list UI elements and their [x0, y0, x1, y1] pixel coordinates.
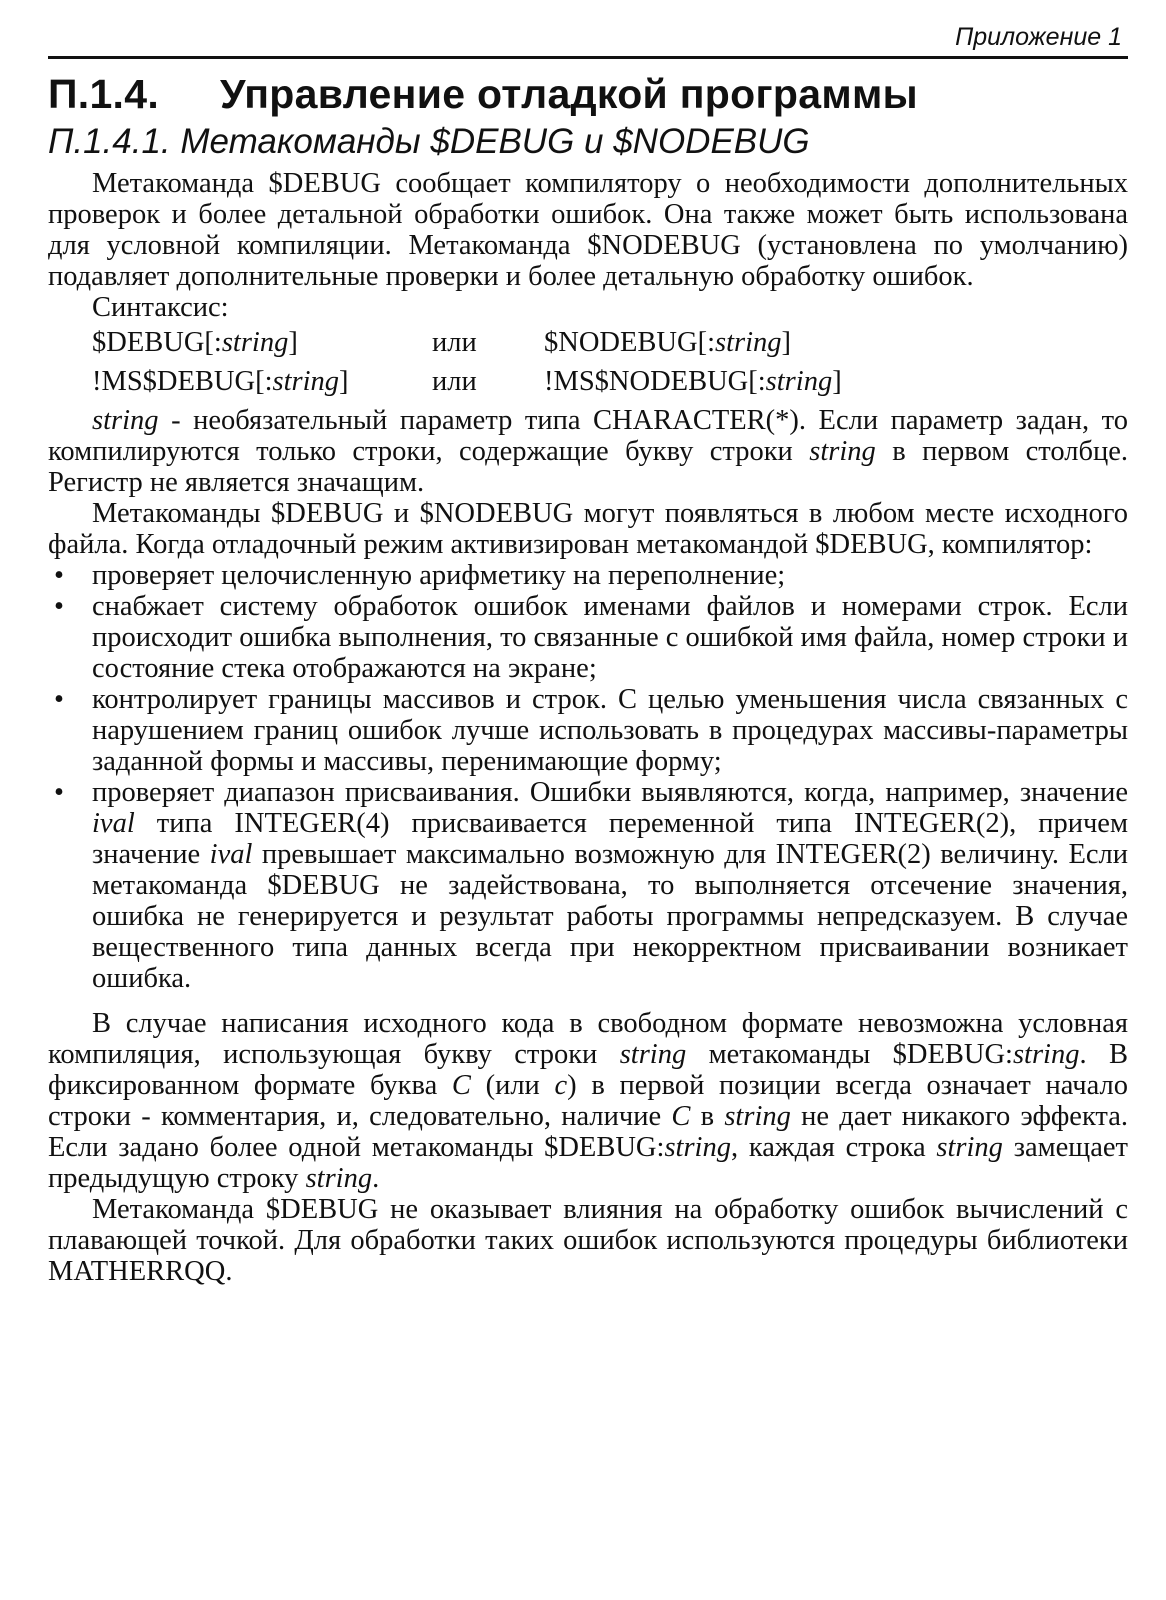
bullet-icon: •: [54, 560, 64, 591]
syntax-row: [92, 366, 1128, 397]
syntax-label: Синтаксис:: [92, 292, 229, 323]
paragraph-floating-point: Метакоманда $DEBUG не оказывает влияния на обработку ошибок вычислений с плавающей точкой. Для обработки таких ошибок используются процедуры библиотеки MATHERRQQ.: [48, 1194, 1128, 1287]
paragraph-placement: Метакоманды $DEBUG и $NODEBUG могут появляться в любом месте исходного файла. Когда отладочный режим активизирован метакомандой $DEBUG, компилятор:: [48, 498, 1128, 560]
subsection-heading: П.1.4.1. Метакоманды $DEBUG и $NODEBUG: [48, 122, 810, 161]
paragraph-free-format: В случае написания исходного кода в свободном формате невозможна условная компиляция, использующая букву строки string метакоманды $DEBUG:string. В фиксированном формате буква C (или c) в первой позиции всегда означает начало строки - комментария, и, следовательно, наличие C в string не дает никакого эффекта. Если задано более одной метакоманды $DEBUG:string, каждая строка string замещает предыдущую строку string.: [48, 1008, 1129, 1194]
syntax-or: или: [432, 327, 477, 358]
bullet-icon: •: [54, 684, 64, 715]
list-item: • контролирует границы массивов и строк. С целью уменьшения числа связанных с нарушением границ ошибок лучше использовать в процедурах массивы-параметры заданной формы и массивы, перенимающие форму;: [54, 684, 1128, 777]
paragraph-string-param: string - необязательный параметр типа CHARACTER(*). Если параметр задан, то компилируются только строки, содержащие букву строки string в первом столбце. Регистр не является значащим.: [48, 405, 1129, 498]
list-item: • проверяет целочисленную арифметику на переполнение;: [54, 560, 786, 591]
running-head: Приложение 1: [955, 23, 1122, 51]
syntax-or: или: [432, 366, 477, 397]
syntax-nodebug: $NODEBUG[:string]: [544, 327, 792, 358]
paragraph-intro: Метакоманда $DEBUG сообщает компилятору о необходимости дополнительных проверок и более детальной обработки ошибок. Она также может быть использована для условной компиляции. Метакоманда $NODEBUG (установлена по умолчанию) подавляет дополнительные проверки и более детальную обработку ошибок.: [48, 168, 1128, 292]
list-item: • снабжает систему обработок ошибок именами файлов и номерами строк. Если происходит ошибка выполнения, то связанные с ошибкой имя файла, номер строки и состояние стека отображаются на экране;: [54, 591, 1128, 684]
checks-list: [48, 560, 1128, 994]
section-heading: [48, 71, 1128, 118]
bullet-icon: •: [54, 591, 64, 622]
syntax-row: [92, 327, 1128, 358]
bullet-icon: •: [54, 777, 64, 808]
body-text: [48, 168, 1128, 1287]
syntax-ms-nodebug: !MS$NODEBUG[:string]: [544, 366, 842, 397]
book-page: [48, 18, 1128, 1287]
syntax-ms-debug: !MS$DEBUG[:string]: [92, 366, 349, 397]
section-title: Управление отладкой программы: [220, 71, 918, 117]
syntax-debug: $DEBUG[:string]: [92, 327, 298, 358]
section-number: П.1.4.: [48, 71, 160, 117]
header-rule: [48, 56, 1128, 59]
list-item: • проверяет диапазон присваивания. Ошибки выявляются, когда, например, значение ival типа INTEGER(4) присваивается переменной типа INTEGER(2), причем значение ival превышает максимально возможную для INTEGER(2) величину. Если метакоманда $DEBUG не задействована, то выполняется отсечение значения, ошибка не генерируется и результат работы программы непредсказуем. В случае вещественного типа данных всегда при некорректном присваивании возникает ошибка.: [54, 777, 1128, 994]
